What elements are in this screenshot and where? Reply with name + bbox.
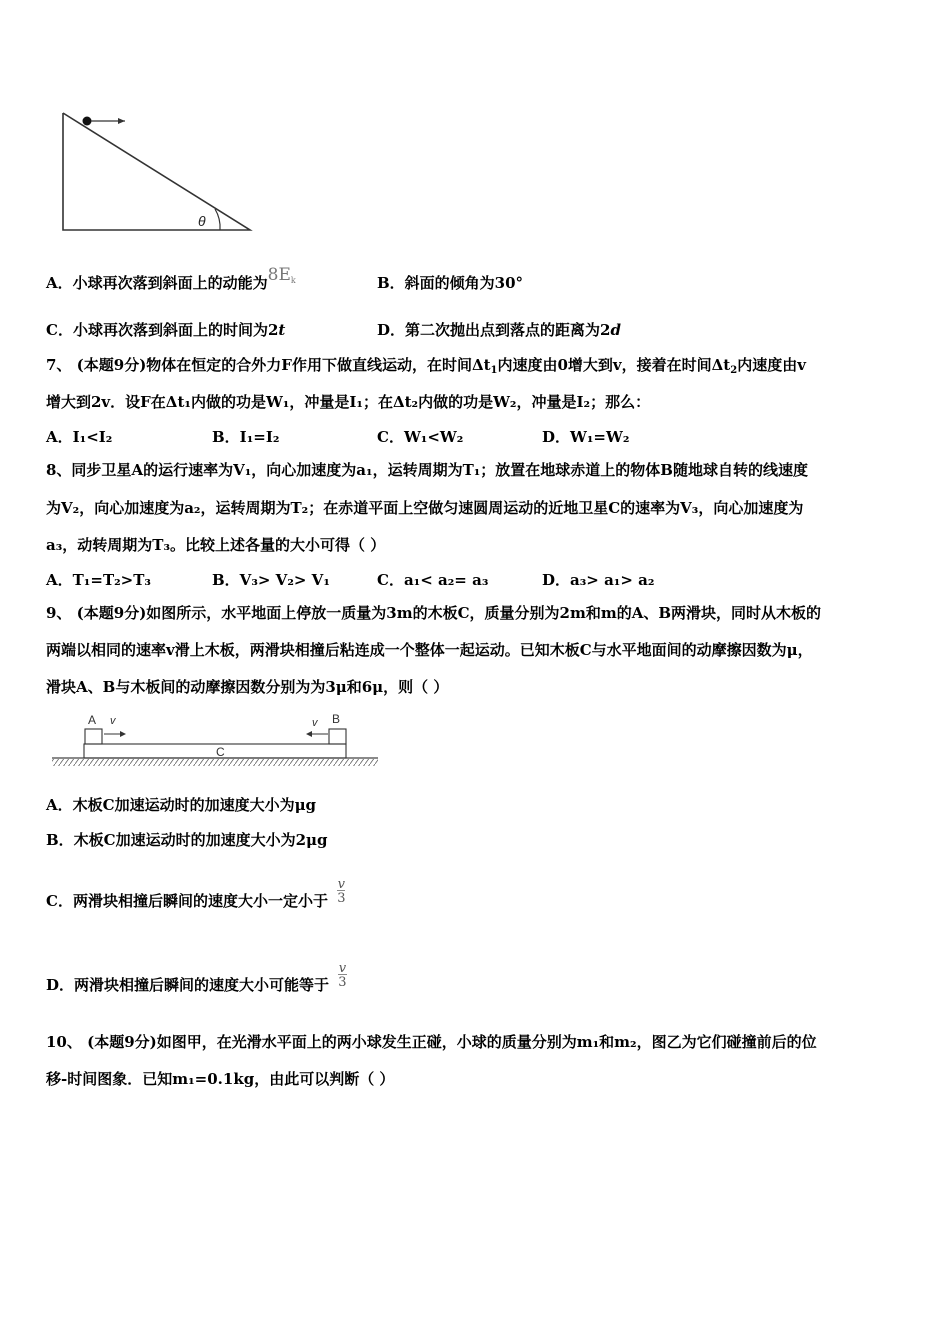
q9-line-2: 两端以相同的速率v滑上木板，两滑块相撞后粘连成一个整体一起运动。已知木板C与水平地面间的动摩擦因数为μ，: [46, 641, 813, 659]
q9-line-3: 滑块A、B与木板间的动摩擦因数分别为为3μ和6μ，则（ ）: [46, 678, 449, 696]
label-v-a: v: [110, 715, 116, 727]
q10-line-1: 10、 (本题9分)如图甲，在光滑水平面上的两小球发生正碰，小球的质量分别为m₁和m₂，图乙为它们碰撞前后的位: [46, 1033, 817, 1051]
q6-option-d: D．第二次抛出点到落点的距离为2d: [377, 321, 621, 339]
board-figure: [50, 708, 382, 770]
block-a: [85, 729, 102, 744]
q8-option-a: A．T₁=T₂>T₃: [46, 571, 151, 589]
fraction-v-over-3: $\frac{v}{3}$: [338, 961, 347, 990]
q6-option-a: A．小球再次落到斜面上的动能为$8E_k$: [46, 265, 296, 292]
q7-option-d: D．W₁=W₂: [542, 428, 630, 446]
q9-option-b: B．木板C加速运动时的加速度大小为2μg: [46, 831, 328, 849]
block-b: [329, 729, 346, 744]
q7-line-1: 7、 (本题9分)物体在恒定的合外力F作用下做直线运动，在时间$\Delta t_1$内速度由0增大到v，接着在时间$\Delta t_2$内速度由v: [46, 356, 806, 376]
ball: [83, 117, 92, 126]
q8-option-d: D．a₃> a₁> a₂: [542, 571, 655, 589]
q8-option-b: B．V₃> V₂> V₁: [212, 571, 330, 589]
board-c: [84, 744, 346, 758]
q8-line-3: a₃，动转周期为T₃。比较上述各量的大小可得（ ）: [46, 536, 386, 554]
q9-option-d: D．两滑块相撞后瞬间的速度大小可能等于 $\frac{v}{3}$: [46, 961, 347, 994]
q6-option-c: C．小球再次落到斜面上的时间为2t: [46, 321, 286, 339]
q9-option-a: A．木板C加速运动时的加速度大小为μg: [46, 796, 317, 814]
q10-line-2: 移-时间图象．已知m₁=0.1kg，由此可以判断（ ）: [46, 1070, 395, 1088]
label-b: B: [332, 712, 341, 726]
angle-label: θ: [198, 213, 206, 229]
label-a: A: [88, 713, 97, 727]
label-c: C: [216, 745, 225, 759]
fraction-v-over-3: $\frac{v}{3}$: [337, 877, 346, 906]
incline-figure: [55, 105, 260, 240]
q8-line-2: 为V₂，向心加速度为a₂，运转周期为T₂；在赤道平面上空做匀速圆周运动的近地卫星C的速率为V₃，向心加速度为: [46, 499, 804, 517]
q9-option-c: C．两滑块相撞后瞬间的速度大小一定小于 $\frac{v}{3}$: [46, 877, 346, 910]
q9-line-1: 9、 (本题9分)如图所示，水平地面上停放一质量为3m的木板C，质量分别为2m和m的A、B两滑块，同时从木板的: [46, 604, 822, 622]
q6-option-b: B．斜面的倾角为30°: [377, 274, 524, 292]
q7-option-a: A．I₁<I₂: [46, 428, 113, 446]
q7-option-c: C．W₁<W₂: [377, 428, 464, 446]
q7-line-2: 增大到2v．设F在Δt₁内做的功是W₁，冲量是I₁；在Δt₂内做的功是W₂，冲量是I₂；那么：: [46, 393, 651, 411]
q8-line-1: 8、同步卫星A的运行速率为V₁，向心加速度为a₁，运转周期为T₁；放置在地球赤道上的物体B随地球自转的线速度: [46, 461, 808, 479]
q7-option-b: B．I₁=I₂: [212, 428, 280, 446]
q8-option-c: C．a₁< a₂= a₃: [377, 571, 489, 589]
label-v-b: v: [312, 717, 318, 729]
